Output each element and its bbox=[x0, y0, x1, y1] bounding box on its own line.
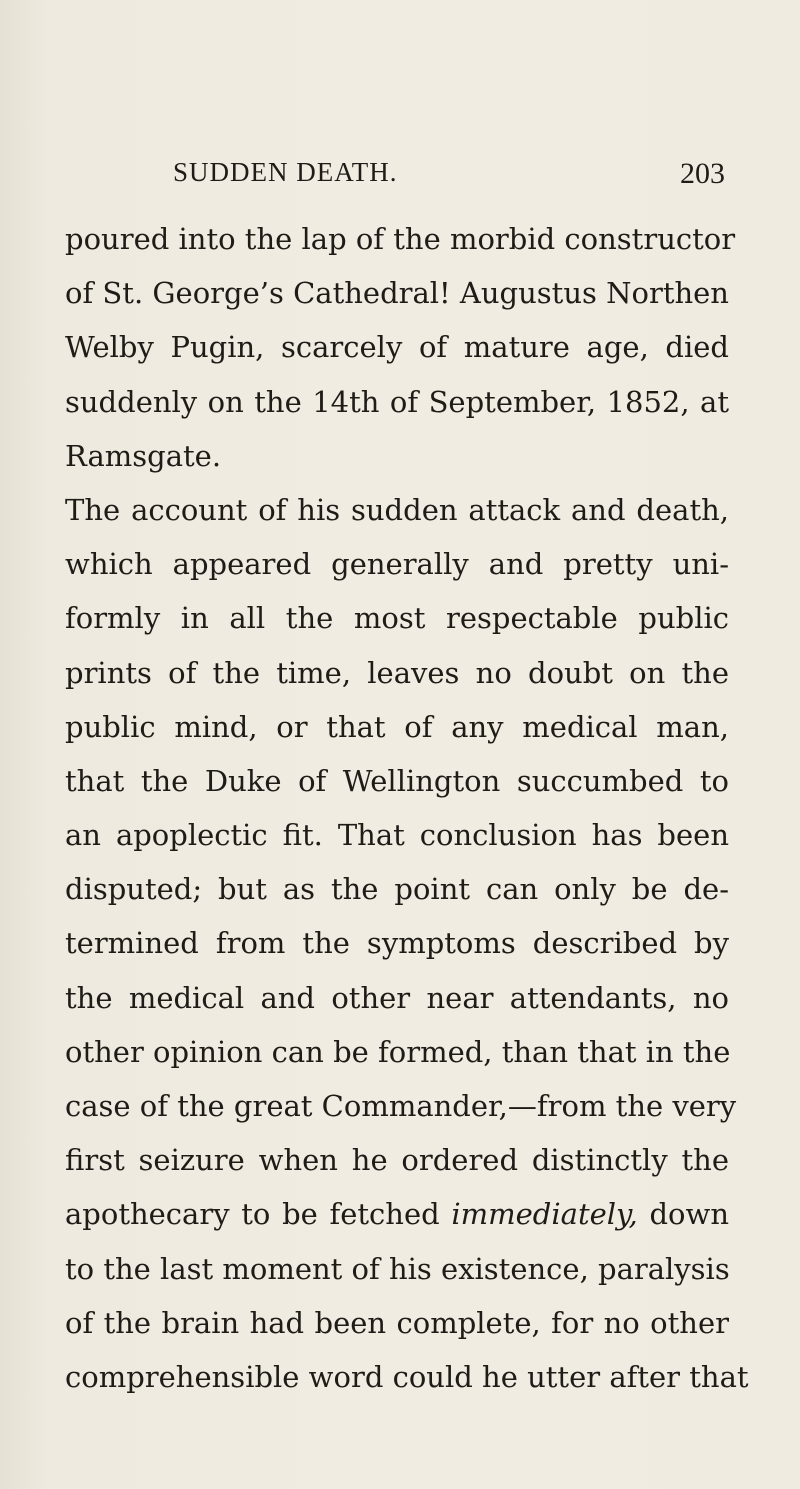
text-line: suddenly on the 14th of September, 1852, at bbox=[65, 384, 729, 419]
text-line: which appeared generally and pretty uni- bbox=[65, 547, 729, 582]
line-text-before: apothecary to be fetched bbox=[65, 1197, 452, 1232]
text-line: poured into the lap of the morbid constructor bbox=[65, 222, 736, 256]
italic-emphasis: immediately, bbox=[451, 1197, 638, 1232]
text-line: to the last moment of his existence, paralysis bbox=[65, 1251, 730, 1286]
body-text bbox=[65, 221, 749, 1413]
text-line: an apoplectic fit. That conclusion has been bbox=[65, 818, 729, 853]
text-line-with-italic bbox=[65, 1196, 729, 1250]
text-line: of St. George’s Cathedral! Augustus Northen bbox=[65, 276, 729, 311]
text-line: prints of the time, leaves no doubt on the bbox=[65, 655, 729, 690]
text-line: first seizure when he ordered distinctly the bbox=[65, 1143, 729, 1178]
running-head bbox=[173, 157, 725, 197]
text-line: formly in all the most respectable public bbox=[65, 601, 729, 636]
text-line: public mind, or that of any medical man, bbox=[65, 709, 729, 744]
text-line: of the brain had been complete, for no other bbox=[65, 1305, 729, 1340]
line-text-after: down bbox=[637, 1197, 729, 1232]
page-number: 203 bbox=[680, 157, 725, 190]
text-line: comprehensible word could he utter after that bbox=[65, 1359, 749, 1394]
paragraph-first-line: The account of his sudden attack and death, bbox=[65, 492, 729, 527]
text-line: the medical and other near attendants, no bbox=[65, 980, 729, 1015]
running-title: SUDDEN DEATH. bbox=[173, 157, 398, 187]
text-line: Welby Pugin, scarcely of mature age, died bbox=[65, 330, 729, 365]
text-line: case of the great Commander,—from the very bbox=[65, 1089, 737, 1123]
text-line: disputed; but as the point can only be de- bbox=[65, 872, 729, 907]
text-line: other opinion can be formed, than that in the bbox=[65, 1034, 731, 1069]
text-line: that the Duke of Wellington succumbed to bbox=[65, 763, 729, 798]
text-line: termined from the symptoms described by bbox=[65, 926, 729, 961]
text-line: Ramsgate. bbox=[65, 438, 222, 473]
